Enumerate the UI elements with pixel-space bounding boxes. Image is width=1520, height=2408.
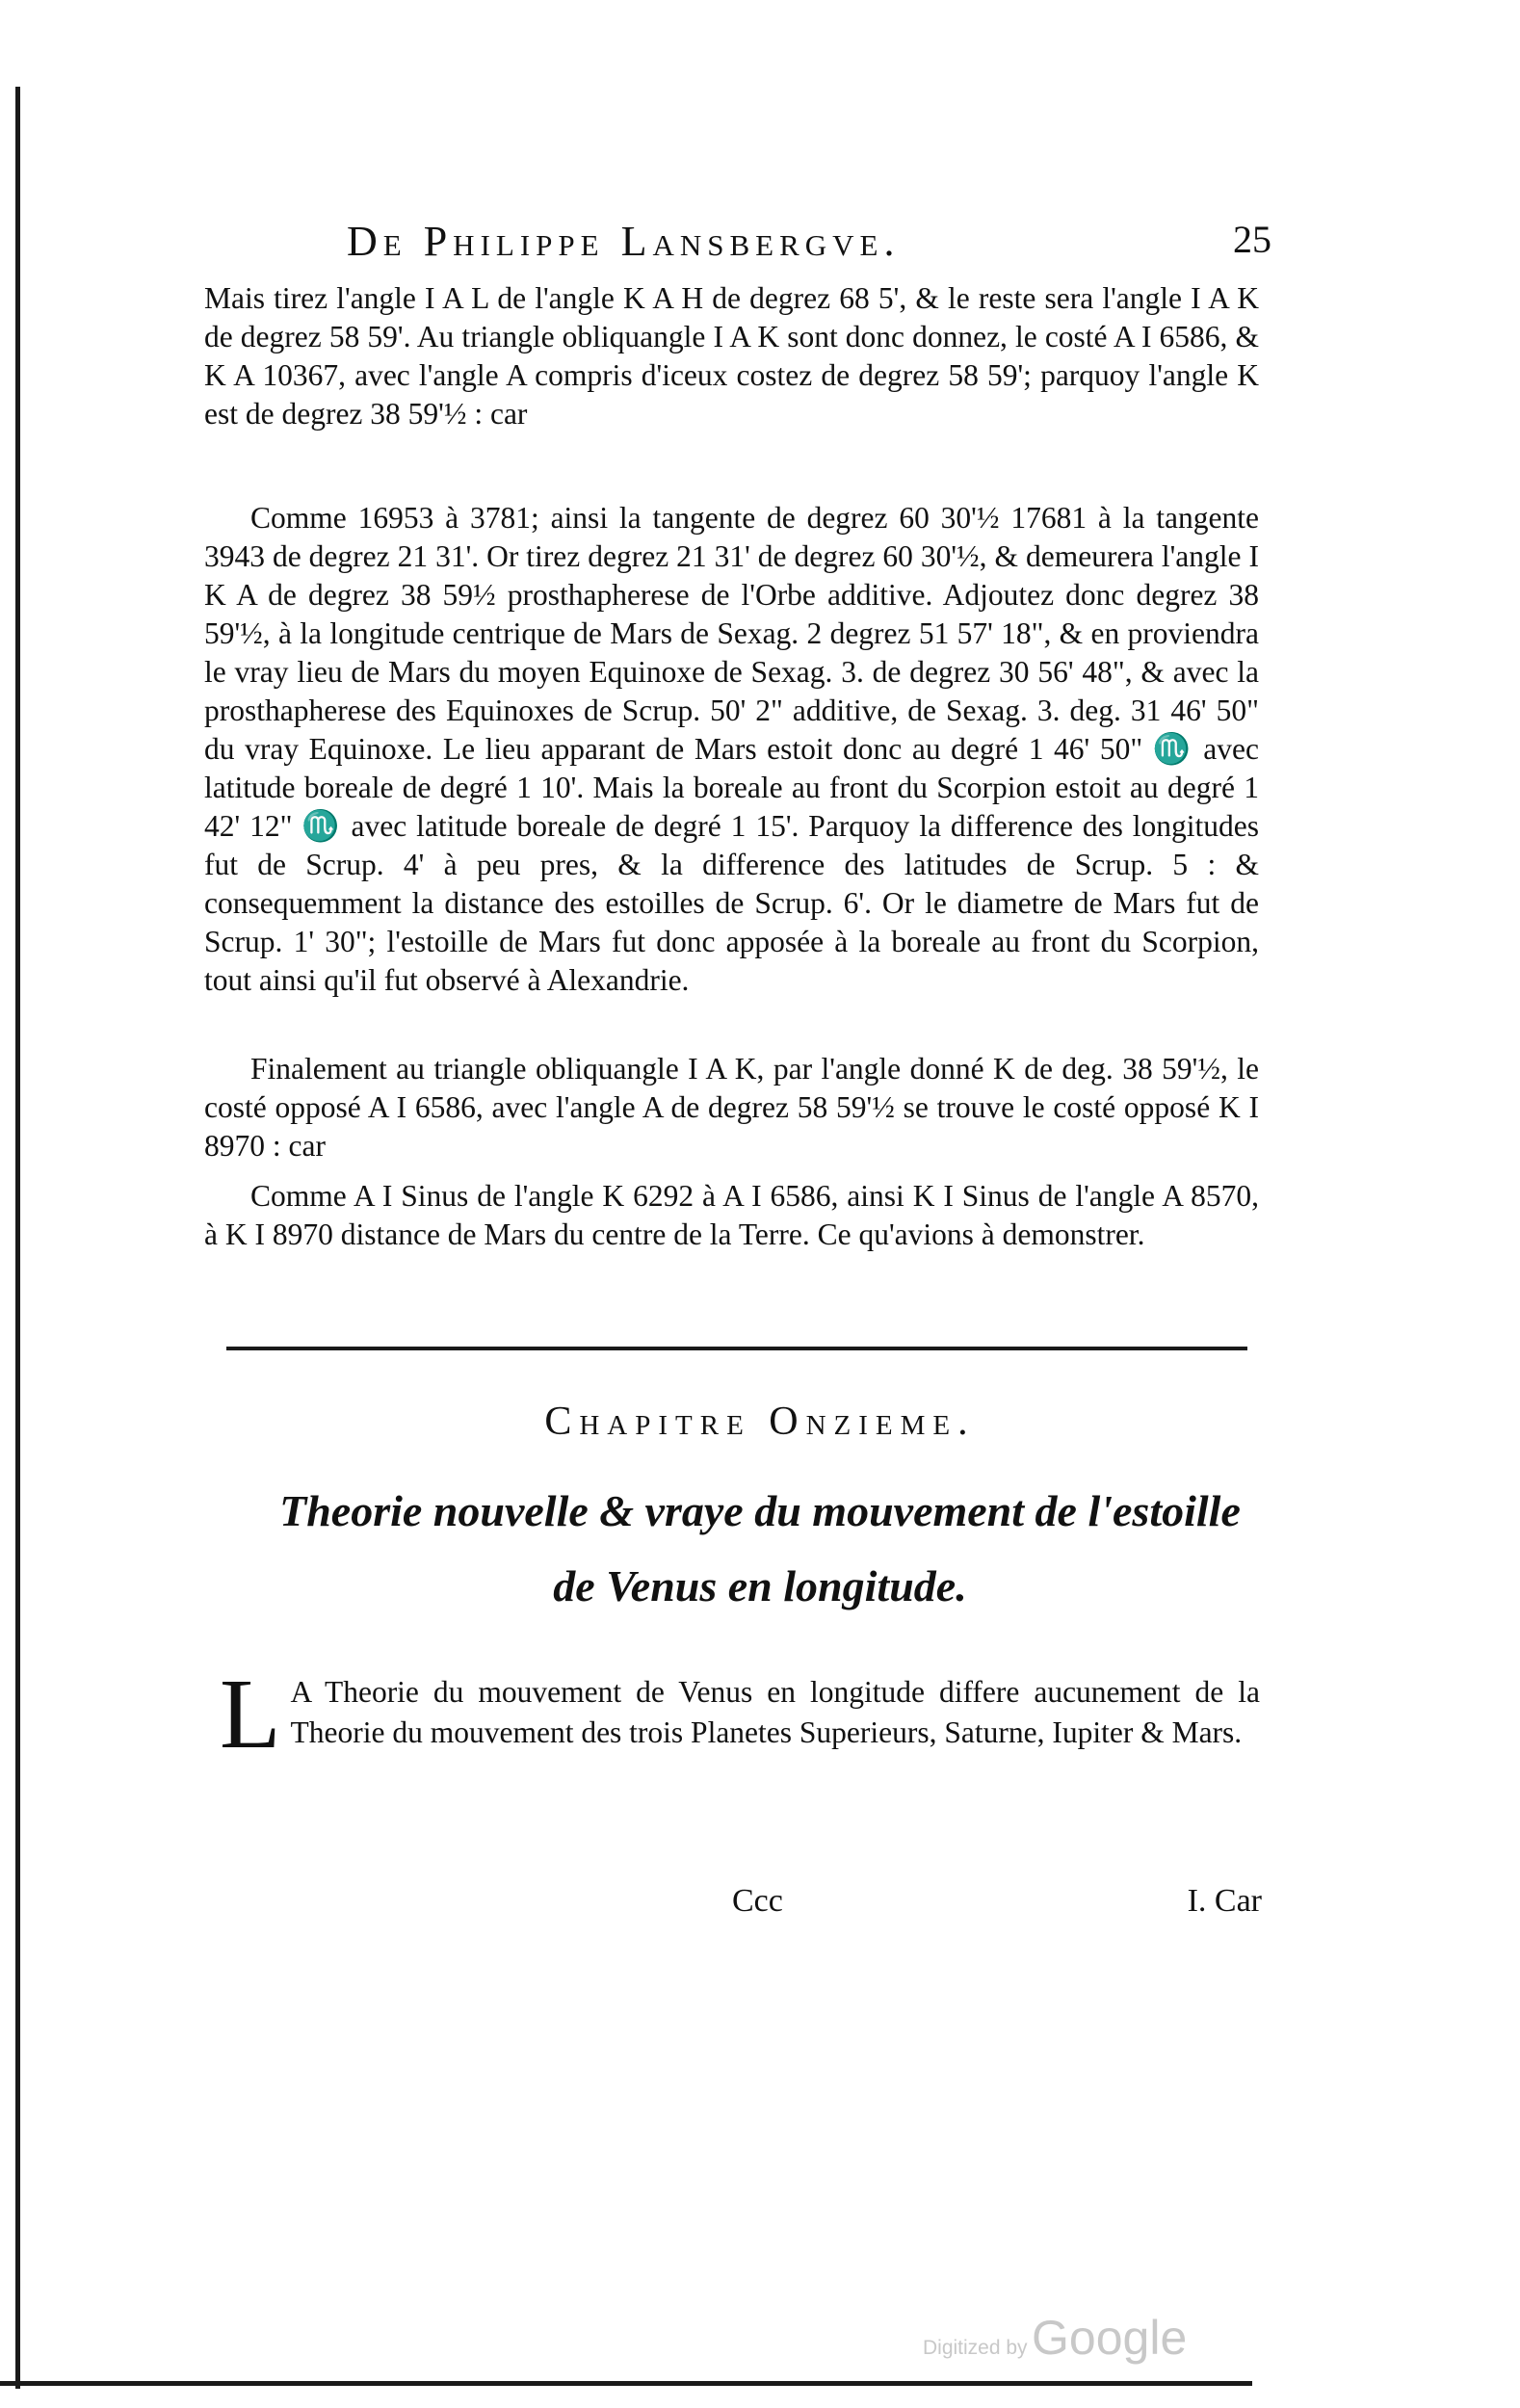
paragraph-3: [204, 1050, 1259, 1165]
page-number: 25: [1233, 218, 1271, 261]
digitized-watermark: [923, 2310, 1187, 2366]
signature-mark: Ccc: [732, 1883, 783, 1919]
horizontal-rule: [226, 1347, 1247, 1350]
chapter-body-text: A Theorie du mouvement de Venus en longitude differe aucunement de la Theorie du mouvement des trois Planetes Superieurs, Saturne, Iupiter & Mars.: [290, 1675, 1260, 1749]
watermark-small-text: Digitized by: [923, 2337, 1028, 2359]
chapter-subtitle-line-1: Theorie nouvelle & vraye du mouvement de l'estoille: [279, 1486, 1241, 1535]
page-edge-bottom: [0, 2381, 1252, 2386]
chapter-subtitle-line-2: de Venus en longitude.: [553, 1561, 967, 1610]
paragraph-2-text: Comme 16953 à 3781; ainsi la tangente de degrez 60 30'½ 17681 à la tangente 3943 de degrez 21 31'. Or tirez degrez 21 31' de degrez 60 30'½, & demeurera l'angle I K A de degrez 38 59½ prosthapherese de l'Orbe additive. Adjoutez donc degrez 38 59'½, à la longitude centrique de Mars de Sexag. 2 degrez 51 57' 18", & en proviendra le vray lieu de Mars du moyen Equinoxe de Sexag. 3. de degrez 30 56' 48", & avec la prosthapherese des Equinoxes de Scrup. 50' 2" additive, de Sexag. 3. deg. 31 46' 50" du vray Equinoxe. Le lieu apparant de Mars estoit donc au degré 1 46' 50" ♏ avec latitude boreale de degré 1 10'. Mais la boreale au front du Scorpion estoit au degré 1 42' 12" ♏ avec latitude boreale de degré 1 15'. Parquoy la difference des longitudes fut de Scrup. 4' à peu pres, & la difference des latitudes de Scrup. 5 : & consequemment la distance des estoilles de Scrup. 6'. Or le diametre de Mars fut de Scrup. 1' 30"; l'estoille de Mars fut donc apposée à la boreale au front du Scorpion, tout ainsi qu'il fut observé à Alexandrie.: [204, 501, 1259, 997]
paragraph-3-text: Finalement au triangle obliquangle I A K, par l'angle donné K de deg. 38 59'½, le costé opposé A I 6586, avec l'angle A de degrez 58 59'½ se trouve le costé opposé K I 8970 : car: [204, 1052, 1259, 1163]
catchword: I. Car: [1187, 1883, 1262, 1919]
paragraph-4: [204, 1177, 1259, 1254]
drop-cap: L: [220, 1659, 281, 1769]
footer-catchwords: [732, 1883, 1262, 1931]
paragraph-1: [204, 279, 1259, 433]
paragraph-2: [204, 499, 1259, 1000]
watermark-logo-text: Google: [1032, 2311, 1188, 2365]
chapter-body: [220, 1659, 1260, 1769]
chapter-title: Chapitre Onzieme.: [544, 1400, 976, 1444]
page-edge-left: [15, 87, 20, 2389]
running-title: De Philippe Lansbergve.: [347, 218, 901, 265]
paragraph-1-text: Mais tirez l'angle I A L de l'angle K A H de degrez 68 5', & le reste sera l'angle I A K de degrez 58 59'. Au triangle obliquangle I A K sont donc donnez, le costé A I 6586, & K A 10367, avec l'angle A compris d'iceux costez de degrez 58 59'; parquoy l'angle K est de degrez 38 59'½ : car: [204, 281, 1259, 431]
paragraph-4-text: Comme A I Sinus de l'angle K 6292 à A I 6586, ainsi K I Sinus de l'angle A 8570, à K I 8970 distance de Mars du centre de la Terre. Ce qu'avions à demonstrer.: [204, 1179, 1259, 1251]
running-head: [250, 217, 1271, 275]
